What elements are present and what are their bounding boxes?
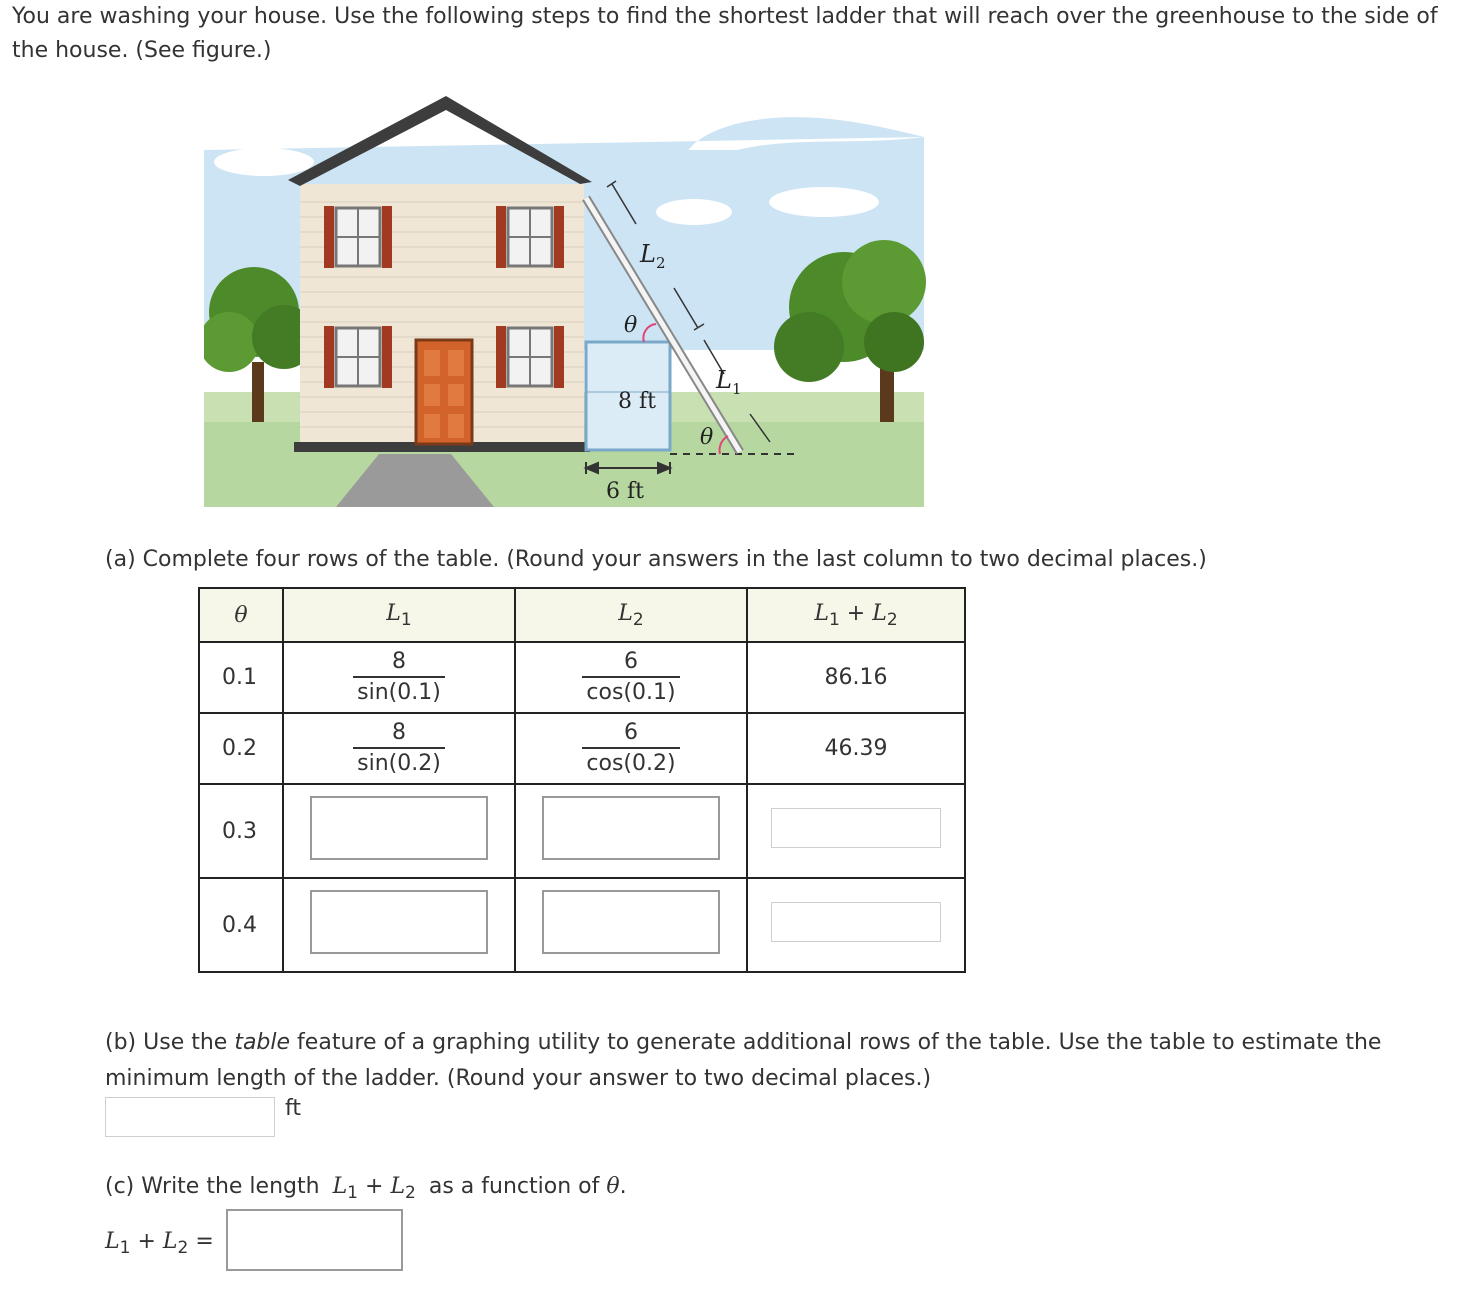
function-label: $L_1 + L_2$ = bbox=[105, 1229, 214, 1258]
header-l2: $L_2$ bbox=[515, 588, 747, 642]
cell-theta: 0.2 bbox=[199, 713, 283, 784]
house-ladder-figure bbox=[204, 92, 928, 512]
cell-theta: 0.3 bbox=[199, 784, 283, 878]
problem-intro: You are washing your house. Use the following steps to find the shortest ladder that will reach over the greenhouse to the side of the house. (See figure.) bbox=[12, 4, 1438, 63]
l2-answer-input[interactable] bbox=[542, 796, 720, 860]
header-theta: θ bbox=[199, 588, 283, 642]
cell-l2: $\frac{6}{\cos(0.1)}$ bbox=[515, 642, 747, 713]
table-row bbox=[199, 784, 965, 878]
label-l2: $L_2$ bbox=[640, 240, 666, 272]
cloud bbox=[214, 148, 314, 176]
l2-answer-input[interactable] bbox=[542, 890, 720, 954]
label-width: 6 ft bbox=[606, 479, 644, 504]
label-l1: $L_1$ bbox=[716, 366, 742, 398]
l1-answer-input[interactable] bbox=[310, 890, 488, 954]
cell-l1 bbox=[283, 878, 515, 972]
function-answer-input[interactable] bbox=[226, 1209, 403, 1271]
part-c-instructions: (c) Write the length $L_1 + L_2$ as a function of θ. bbox=[105, 1174, 627, 1203]
header-sum: $L_1 + L_2$ bbox=[747, 588, 965, 642]
cell-l1: $\frac{8}{\sin(0.1)}$ bbox=[283, 642, 515, 713]
table-row bbox=[199, 878, 965, 972]
minimum-length-input[interactable] bbox=[105, 1097, 275, 1137]
label-theta-top: θ bbox=[624, 313, 638, 338]
unit-label: ft bbox=[285, 1096, 301, 1121]
table-row bbox=[199, 642, 965, 713]
cell-l2: $\frac{6}{\cos(0.2)}$ bbox=[515, 713, 747, 784]
sum-answer-input[interactable] bbox=[771, 808, 941, 848]
cell-l2 bbox=[515, 878, 747, 972]
sum-answer-input[interactable] bbox=[771, 902, 941, 942]
cloud bbox=[656, 199, 732, 225]
cell-theta: 0.1 bbox=[199, 642, 283, 713]
cell-sum bbox=[747, 878, 965, 972]
cell-sum bbox=[747, 784, 965, 878]
cloud bbox=[769, 187, 879, 217]
table-header-row bbox=[199, 588, 965, 642]
label-theta-bottom: θ bbox=[700, 425, 714, 450]
header-l1: $L_1$ bbox=[283, 588, 515, 642]
part-a-instructions: (a) Complete four rows of the table. (Round your answers in the last column to two decimal places.) bbox=[105, 547, 1207, 572]
cell-l1: $\frac{8}{\sin(0.2)}$ bbox=[283, 713, 515, 784]
cell-sum: 86.16 bbox=[747, 642, 965, 713]
label-height: 8 ft bbox=[618, 389, 656, 414]
part-b-answer-row bbox=[105, 1097, 1465, 1137]
figure-illustration bbox=[204, 92, 928, 512]
front-door bbox=[416, 340, 472, 444]
cell-theta: 0.4 bbox=[199, 878, 283, 972]
cell-l2 bbox=[515, 784, 747, 878]
table-row bbox=[199, 713, 965, 784]
part-b-instructions: (b) Use the table feature of a graphing utility to generate additional rows of the table. Use the table to estimate the minimum length of the ladder. (Round your answer to two decimal places.) ft bbox=[105, 1025, 1465, 1137]
l1-answer-input[interactable] bbox=[310, 796, 488, 860]
cell-sum: 46.39 bbox=[747, 713, 965, 784]
cell-l1 bbox=[283, 784, 515, 878]
ladder-table bbox=[198, 587, 966, 973]
